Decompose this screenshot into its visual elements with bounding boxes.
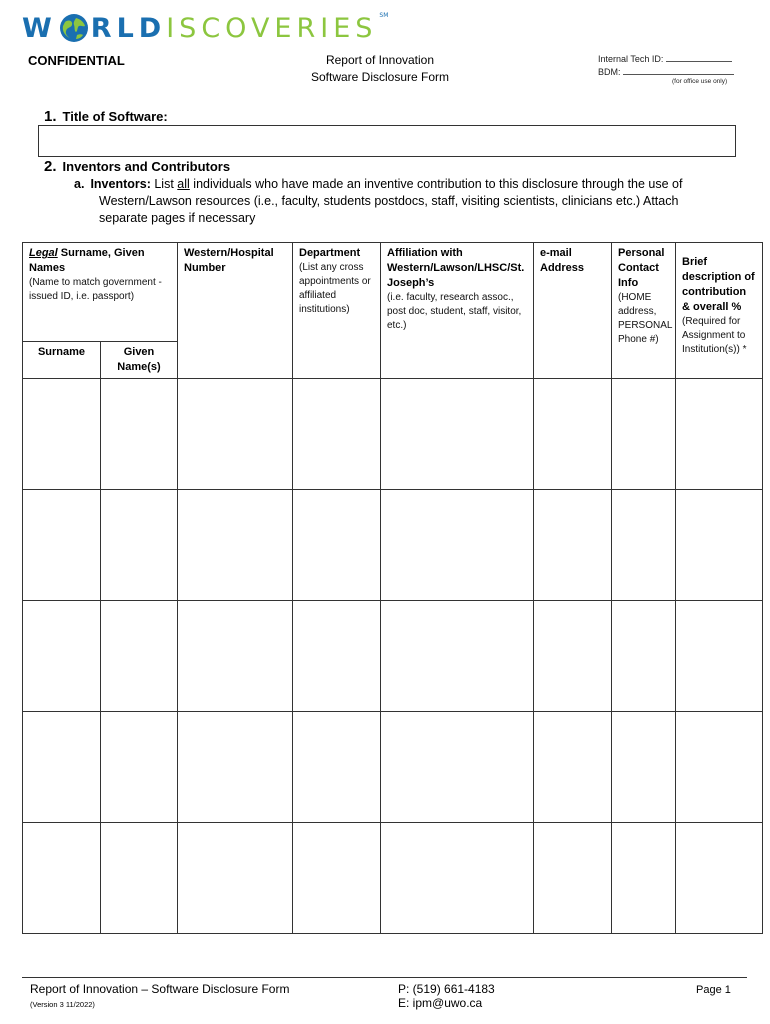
cell-email[interactable] [534,823,612,934]
cell-email[interactable] [534,490,612,601]
table-row [23,601,763,712]
table-row [23,712,763,823]
header-western-number [178,243,293,379]
header-personal-contact-title: Personal Contact Info [618,247,665,289]
header-personal-contact-note: (HOME address, PERSONAL Phone #) [618,292,673,345]
cell-western-number[interactable] [178,823,293,934]
cell-western-number[interactable] [178,379,293,490]
header-legal-name-note: (Name to match government - issued ID, i.e. passport) [29,277,162,302]
cell-western-number[interactable] [178,490,293,601]
footer-contact [398,982,495,1010]
cell-email[interactable] [534,712,612,823]
internal-tech-id-row [598,52,734,65]
cell-surname[interactable] [23,601,101,712]
header-affiliation [381,243,534,379]
cell-surname[interactable] [23,823,101,934]
table-header-row [23,243,763,342]
cell-surname[interactable] [23,712,101,823]
world-discoveries-logo [22,8,388,48]
header-given-names-label: Given Name(s) [117,346,161,373]
cell-affiliation[interactable] [381,601,534,712]
cell-department[interactable] [293,712,381,823]
header-affiliation-note: (i.e. faculty, research assoc., post doc, student, staff, visitor, etc.) [387,292,522,331]
logo-letters-rld: RLD [90,12,167,44]
cell-given-names[interactable] [101,601,178,712]
report-title-line1: Report of Innovation [325,53,435,67]
footer-email: E: ipm@uwo.ca [398,996,483,1010]
header-western-number-title: Western/Hospital Number [184,247,274,274]
header-department-title: Department [299,247,361,259]
header-surname [23,342,101,379]
header-legal-word: Legal [29,247,58,259]
cell-personal-contact[interactable] [612,379,676,490]
cell-email[interactable] [534,601,612,712]
section-2-number: 2. [44,158,57,175]
logo-service-mark: SM [379,12,389,19]
cell-contribution[interactable] [676,712,763,823]
cell-affiliation[interactable] [381,712,534,823]
header-contribution-title: Brief description of contribution & overall % [682,256,755,313]
inventors-instructions [74,176,734,227]
report-title [295,52,465,86]
table-row [23,823,763,934]
inventors-letter: a. [74,177,85,191]
logo-letters-discoveries: ISCOVERIES [166,12,378,44]
bdm-row [598,65,734,78]
header-department-note: (List any cross appointments or affiliated institutions) [299,262,371,315]
header-legal-name [23,243,178,342]
inventors-text-all: all [177,177,190,191]
cell-personal-contact[interactable] [612,490,676,601]
header-legal-name-title: Surname, Given Names [29,247,145,274]
footer-form-name: Report of Innovation – Software Disclosure Form [30,982,290,996]
inventors-table [22,242,763,934]
cell-given-names[interactable] [101,490,178,601]
section-1-heading [44,108,168,125]
cell-personal-contact[interactable] [612,823,676,934]
inventors-line-1 [74,176,734,193]
section-2-label: Inventors and Contributors [62,159,231,174]
confidential-label: CONFIDENTIAL [28,53,125,68]
cell-western-number[interactable] [178,712,293,823]
header-given-names [101,342,178,379]
office-use-note: (for office use only) [672,78,728,85]
section-1-label: Title of Software: [62,109,168,124]
report-title-line2: Software Disclosure Form [310,70,450,84]
footer-version: (Version 3 11/2022) [30,1000,95,1009]
header-department [293,243,381,379]
inventors-line-2: Western/Lawson resources (i.e., faculty, students postdocs, staff, visiting scientists, clinicians etc.) Attach [99,194,679,208]
header-email [534,243,612,379]
section-2-heading [44,158,230,175]
header-surname-label: Surname [37,346,86,358]
table-row [23,490,763,601]
cell-contribution[interactable] [676,823,763,934]
header-personal-contact [612,243,676,379]
cell-contribution[interactable] [676,379,763,490]
cell-affiliation[interactable] [381,490,534,601]
footer-page-number: Page 1 [696,984,731,996]
bdm-label: BDM: [598,67,621,77]
internal-tech-id-field[interactable] [666,52,732,62]
header-email-title: e-mail Address [540,247,585,274]
cell-department[interactable] [293,379,381,490]
cell-given-names[interactable] [101,379,178,490]
cell-department[interactable] [293,601,381,712]
inventors-text-line1: individuals who have made an inventive contribution to this disclosure through the use of [193,177,683,191]
inventors-line-3: separate pages if necessary [99,211,256,225]
cell-department[interactable] [293,823,381,934]
bdm-field[interactable] [623,65,734,75]
cell-western-number[interactable] [178,601,293,712]
header-affiliation-title: Affiliation with Western/Lawson/LHSC/St. Joseph’s [387,247,525,289]
inventors-label: Inventors: [90,177,151,191]
header-contribution-note: (Required for Assignment to Institution(s)) * [682,316,747,355]
footer-phone: P: (519) 661-4183 [398,982,495,996]
cell-department[interactable] [293,490,381,601]
cell-personal-contact[interactable] [612,601,676,712]
cell-contribution[interactable] [676,601,763,712]
globe-icon [59,13,89,43]
cell-contribution[interactable] [676,490,763,601]
cell-surname[interactable] [23,490,101,601]
logo-letter-w: W [22,12,57,44]
section-1-number: 1. [44,108,57,125]
table-row [23,379,763,490]
header-contribution [676,243,763,379]
footer-divider [22,977,747,978]
software-title-field[interactable] [38,125,736,157]
cell-surname[interactable] [23,379,101,490]
cell-given-names[interactable] [101,823,178,934]
cell-given-names[interactable] [101,712,178,823]
office-use-fields [598,52,734,78]
cell-email[interactable] [534,379,612,490]
inventors-text-pre: List [154,177,174,191]
cell-affiliation[interactable] [381,379,534,490]
internal-tech-id-label: Internal Tech ID: [598,54,664,64]
cell-personal-contact[interactable] [612,712,676,823]
cell-affiliation[interactable] [381,823,534,934]
